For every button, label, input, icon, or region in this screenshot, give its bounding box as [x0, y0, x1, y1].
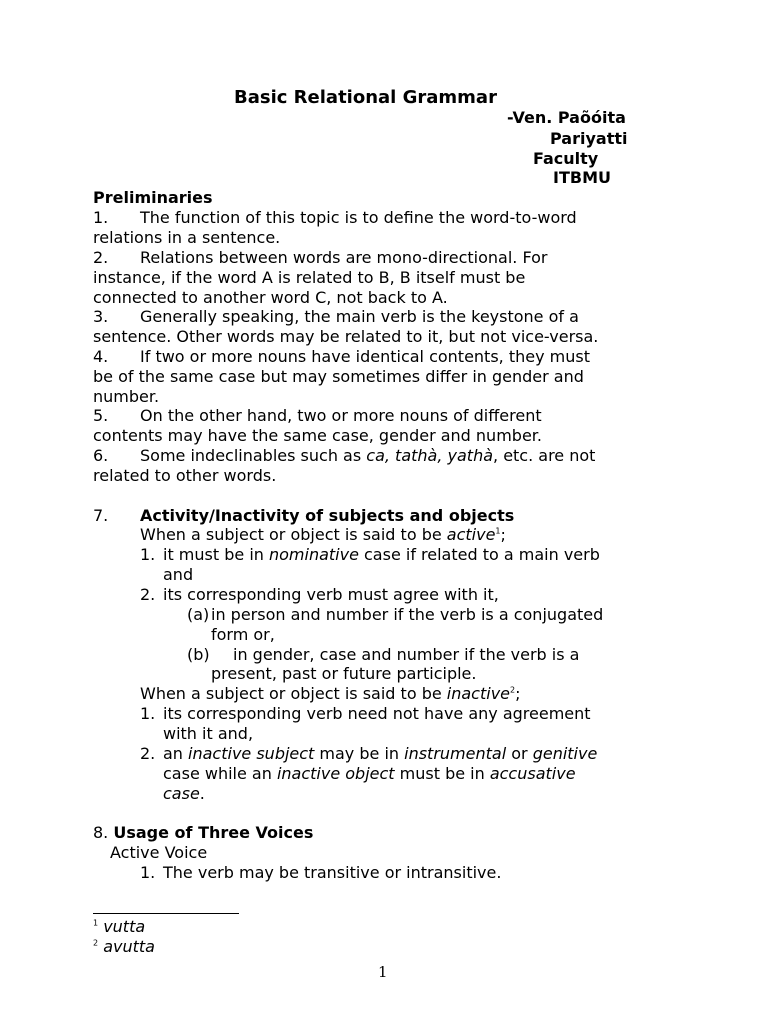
- item-text: sentence. Other words may be related to it, but not vice-versa.: [93, 327, 599, 346]
- list-item: its corresponding verb need not have any agreement: [163, 704, 591, 723]
- item-text: relations in a sentence.: [93, 228, 281, 247]
- sublist-label: (b): [187, 645, 210, 664]
- item-text: contents may have the same case, gender and number.: [93, 426, 542, 445]
- list-item: case.: [163, 784, 205, 803]
- item-number: 2.: [93, 248, 109, 267]
- list-item: The verb may be transitive or intransitive.: [163, 863, 502, 882]
- section-heading-preliminaries: Preliminaries: [93, 188, 213, 207]
- item-text: If two or more nouns have identical contents, they must: [140, 347, 590, 366]
- list-item: and: [163, 565, 194, 584]
- item-text: On the other hand, two or more nouns of different: [140, 406, 542, 425]
- item-text: When a subject or object is said to be inactive$^2$;: [140, 684, 521, 703]
- item-text: be of the same case but may sometimes differ in gender and: [93, 367, 584, 386]
- item-text: number.: [93, 387, 160, 406]
- sublist-item: in person and number if the verb is a conjugated: [211, 605, 604, 624]
- section-heading-activity: Activity/Inactivity of subjects and objects: [140, 506, 515, 525]
- item-number: 7.: [93, 506, 109, 525]
- sublist-item: form or,: [211, 625, 275, 644]
- author-line-1: -Ven. Paõóita: [507, 108, 626, 127]
- list-item: case while an inactive object must be in accusative: [163, 764, 576, 783]
- document-title: Basic Relational Grammar: [234, 87, 497, 108]
- list-item: with it and,: [163, 724, 254, 743]
- section-heading-voices: 8. Usage of Three Voices: [93, 823, 314, 842]
- list-item: an inactive subject may be in instrumental or genitive: [163, 744, 598, 763]
- item-number: 6.: [93, 446, 109, 465]
- footnote: $^1$ vutta: [93, 917, 146, 936]
- list-item: it must be in nominative case if related to a main verb: [163, 545, 600, 564]
- item-text: Relations between words are mono-directional. For: [140, 248, 548, 267]
- item-number: 4.: [93, 347, 109, 366]
- author-line-2: Pariyatti: [550, 129, 628, 148]
- list-number: 1.: [140, 545, 156, 564]
- item-number: 3.: [93, 307, 109, 326]
- item-text: related to other words.: [93, 466, 277, 485]
- item-text: The function of this topic is to define the word-to-word: [140, 208, 577, 227]
- item-text: When a subject or object is said to be active$^1$;: [140, 525, 506, 544]
- item-text: instance, if the word A is related to B, B itself must be: [93, 268, 526, 287]
- sublist-label: (a): [187, 605, 210, 624]
- footnote-separator: [93, 913, 239, 914]
- item-number: 1.: [93, 208, 109, 227]
- list-item: its corresponding verb must agree with it,: [163, 585, 499, 604]
- list-number: 2.: [140, 744, 156, 763]
- footnote-ref: 1: [495, 526, 501, 536]
- list-number: 2.: [140, 585, 156, 604]
- author-line-3: Faculty: [533, 149, 599, 168]
- page-number: 1: [378, 963, 388, 981]
- list-number: 1.: [140, 704, 156, 723]
- sublist-item: present, past or future participle.: [211, 664, 477, 683]
- list-number: 1.: [140, 863, 156, 882]
- footnote-ref: 2: [510, 685, 516, 695]
- item-text: connected to another word C, not back to A.: [93, 288, 448, 307]
- footnote: $^2$ avutta: [93, 937, 155, 956]
- item-text: Some indeclinables such as ca, tathà, yathà, etc. are not: [140, 446, 596, 465]
- item-text: Generally speaking, the main verb is the keystone of a: [140, 307, 579, 326]
- subheading-active-voice: Active Voice: [110, 843, 208, 862]
- author-line-4: ITBMU: [553, 168, 611, 187]
- sublist-item: in gender, case and number if the verb is a: [233, 645, 580, 664]
- item-number: 5.: [93, 406, 109, 425]
